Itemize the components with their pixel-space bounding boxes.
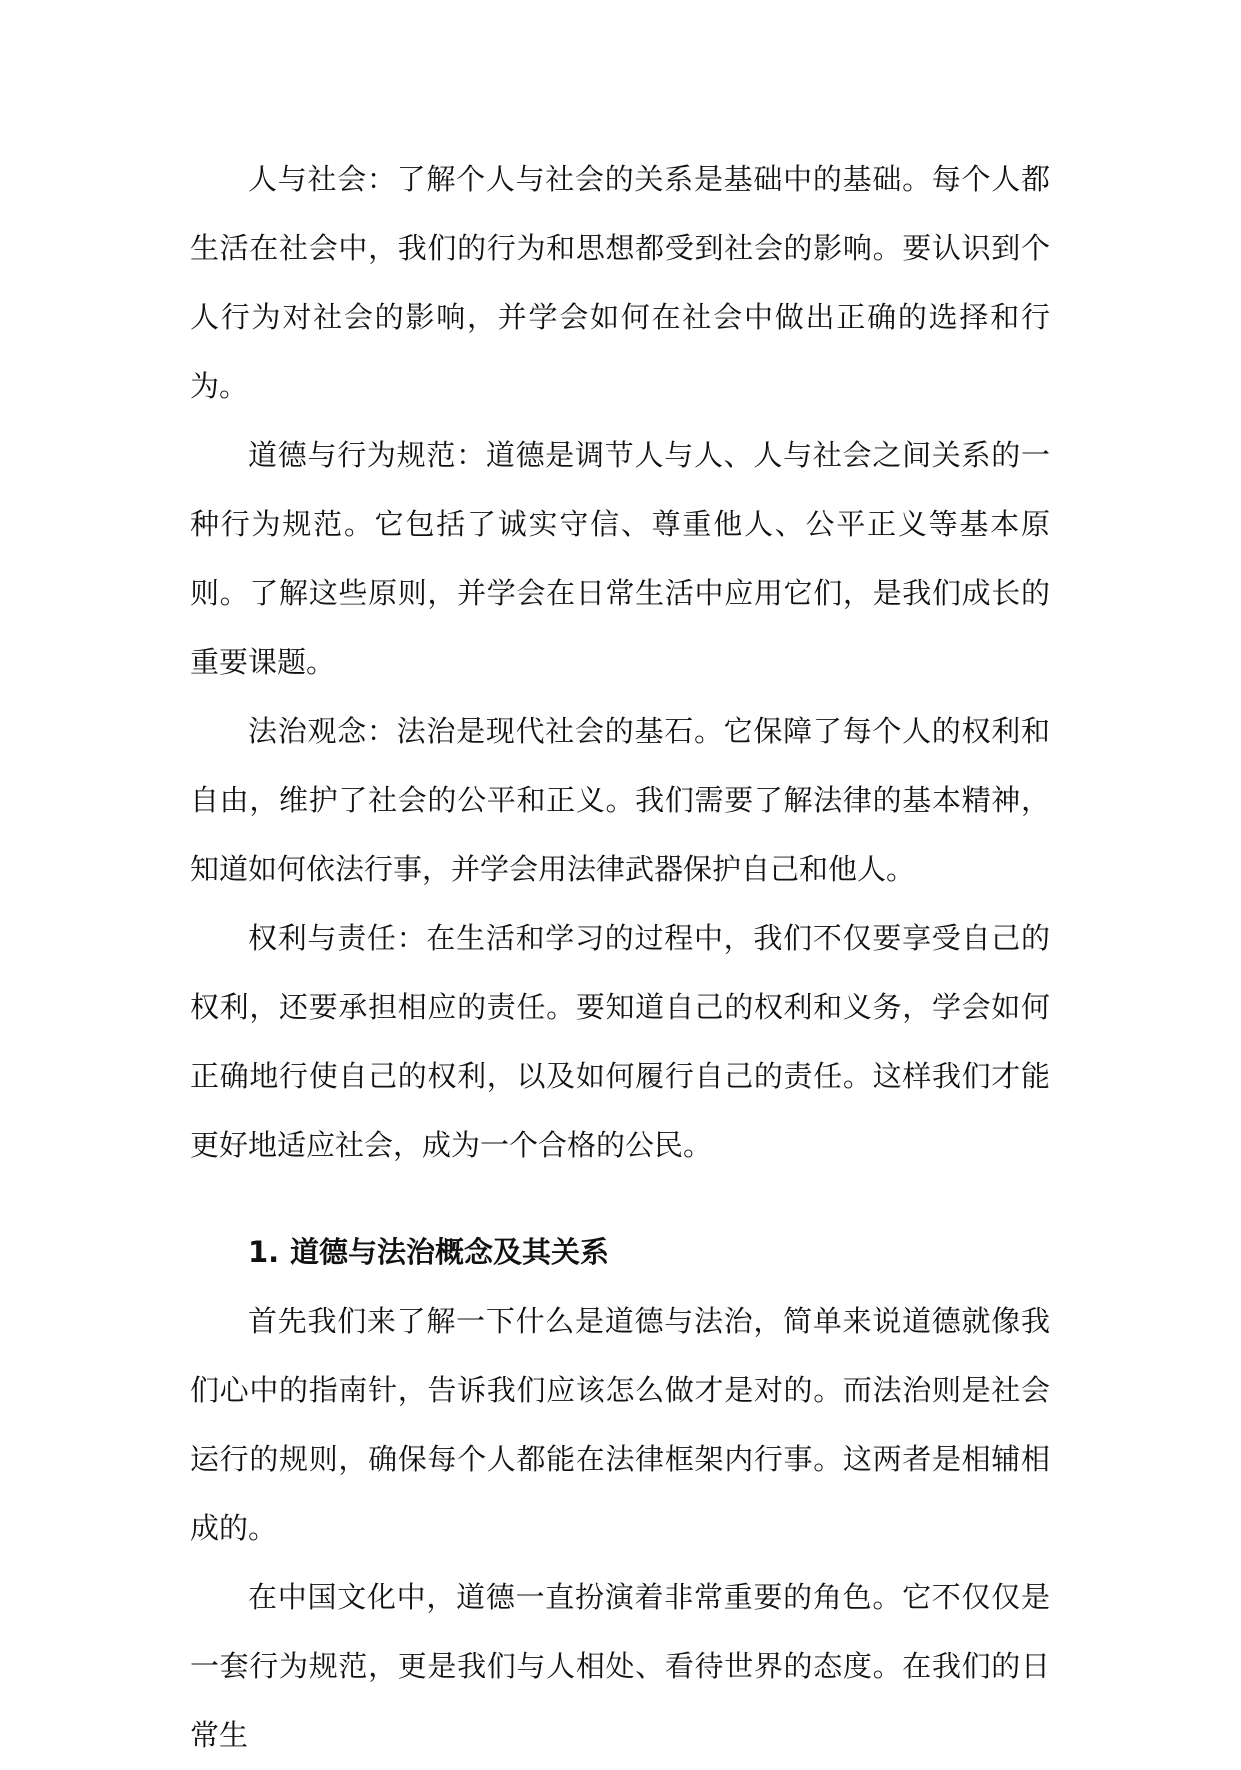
section-title: 道德与法治概念及其关系 [290,1235,610,1269]
document-page [190,145,1050,1770]
paragraph-morality-and-norms: 道德与行为规范：道德是调节人与人、人与社会之间关系的一种行为规范。它包括了诚实守信、尊重他人、公平正义等基本原则。了解这些原则，并学会在日常生活中应用它们，是我们成长的重要课题。 [190,438,1050,679]
section-heading [190,1218,1050,1287]
section-number: 1. [248,1235,280,1269]
paragraph-chinese-culture: 在中国文化中，道德一直扮演着非常重要的角色。它不仅仅是一套行为规范，更是我们与人相处、看待世界的态度。在我们的日常生 [190,1580,1050,1752]
paragraph-person-and-society: 人与社会：了解个人与社会的关系是基础中的基础。每个人都生活在社会中，我们的行为和思想都受到社会的影响。要认识到个人行为对社会的影响，并学会如何在社会中做出正确的选择和行为。 [190,162,1050,403]
paragraph-rule-of-law: 法治观念：法治是现代社会的基石。它保障了每个人的权利和自由，维护了社会的公平和正义。我们需要了解法律的基本精神，知道如何依法行事，并学会用法律武器保护自己和他人。 [190,714,1050,886]
paragraph-concept-intro: 首先我们来了解一下什么是道德与法治，简单来说道德就像我们心中的指南针，告诉我们应该怎么做才是对的。而法治则是社会运行的规则，确保每个人都能在法律框架内行事。这两者是相辅相成的。 [190,1304,1050,1545]
paragraph-rights-and-responsibility: 权利与责任：在生活和学习的过程中，我们不仅要享受自己的权利，还要承担相应的责任。要知道自己的权利和义务，学会如何正确地行使自己的权利，以及如何履行自己的责任。这样我们才能更好地适应社会，成为一个合格的公民。 [190,921,1050,1162]
